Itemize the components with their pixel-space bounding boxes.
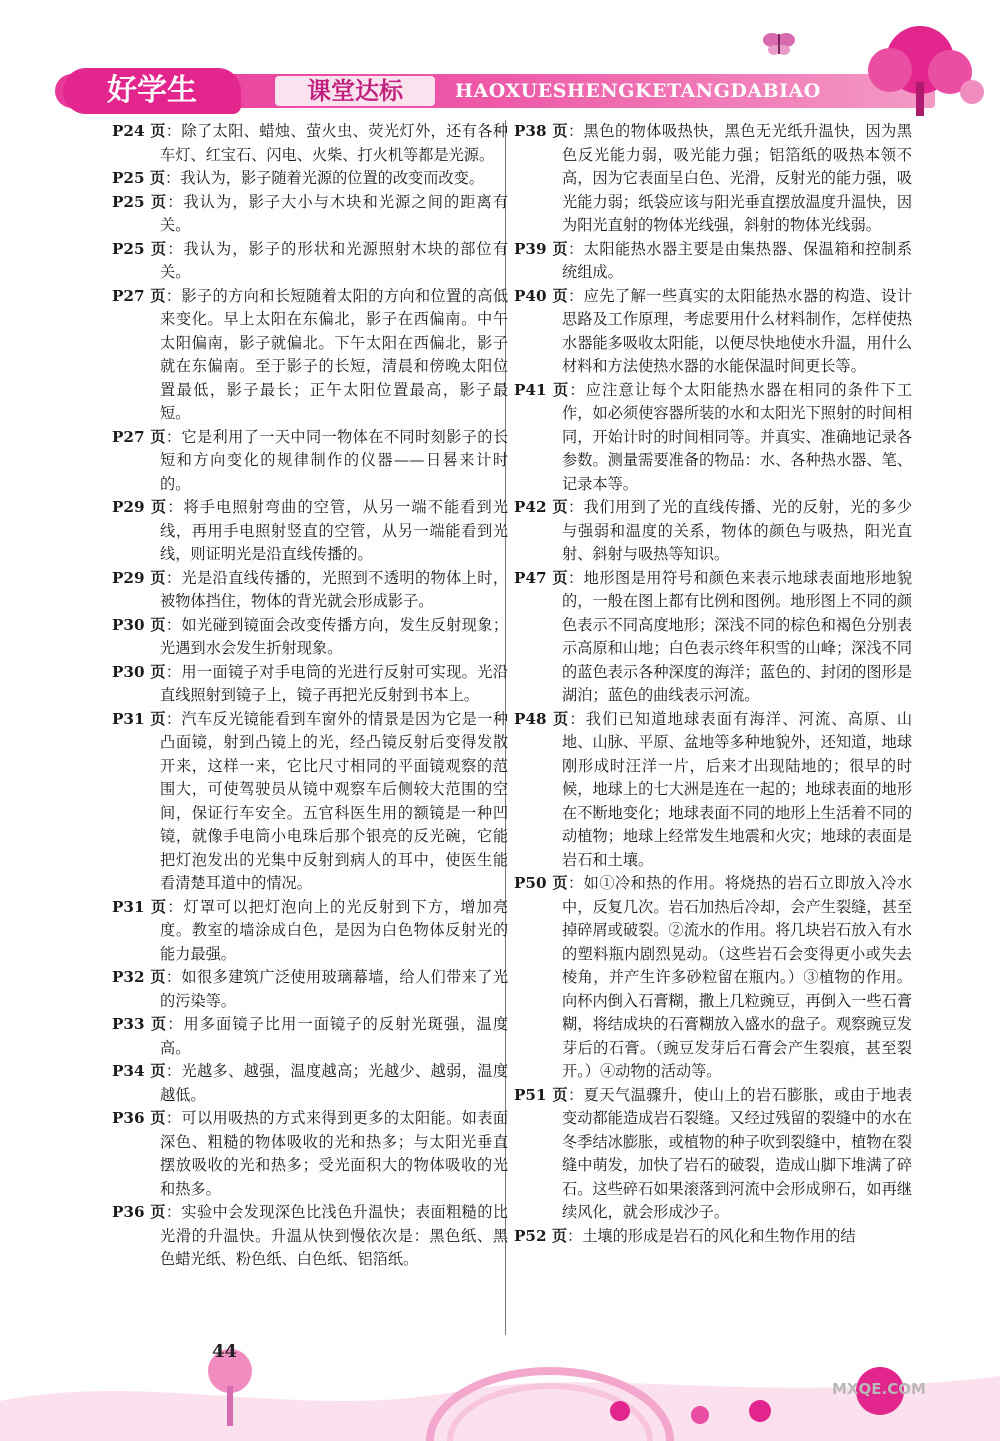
answer-entry — [514, 1225, 912, 1249]
answer-entry — [112, 167, 508, 191]
entry-page-ref: P29 页 — [112, 498, 168, 516]
entry-separator: ： — [167, 239, 184, 258]
entry-page-ref: P50 页 — [514, 874, 568, 892]
entry-page-ref: P34 页 — [112, 1062, 166, 1080]
answer-entry — [514, 567, 912, 708]
entry-page-ref: P30 页 — [112, 662, 166, 681]
entry-text: 它是利用了一天中同一物体在不同时刻影子的长短和方向变化的规律制作的仪器——日晷来计时的。 — [160, 427, 509, 493]
entry-page-ref: P41 页 — [514, 380, 570, 399]
entry-text: 应注意让每个太阳能热水器在相同的条件下工作，如必须使容器所装的水和太阳光下照射的时间相同，开始计时的时间相同等。并真实、准确地记录各参数。测量需要准备的物品：水、各种热水器、笔、记录本等。 — [562, 380, 913, 493]
entry-separator: ： — [569, 380, 586, 399]
answer-entry — [514, 496, 912, 567]
answer-entry — [112, 191, 508, 238]
answer-entry — [514, 1084, 912, 1225]
answer-entry — [112, 285, 508, 426]
entry-separator: ： — [165, 1109, 182, 1127]
page-header — [55, 68, 960, 114]
entry-page-ref: P40 页 — [514, 286, 568, 305]
entry-separator: ： — [165, 968, 182, 986]
entry-text: 实验中会发现深色比浅色升温快；表面粗糙的比光滑的升温快。升温从快到慢依次是：黑色纸、黑色蜡光纸、粉色纸、白色纸、铝箔纸。 — [160, 1203, 509, 1268]
entry-separator: ： — [567, 498, 584, 516]
answer-entry — [112, 120, 508, 167]
entry-text: 我认为，影子的形状和光源照射木块的部位有关。 — [160, 239, 509, 281]
entry-separator: ： — [567, 874, 584, 892]
answer-entry — [112, 896, 508, 967]
entry-text: 夏天气温骤升，使山上的岩石膨胀，或由于地表变动都能造成岩石裂缝。又经过残留的裂缝中的水在冬季结冰膨胀，或植物的种子吹到裂缝中，植物在裂缝中萌发，加快了岩石的破裂，造成山脚下堆满了碎石。这些碎石如果滚落到河流中会形成卵石，如再继续风化，就会形成沙子。 — [562, 1085, 913, 1221]
entry-text: 灯罩可以把灯泡向上的光反射到下方，增加亮度。教室的墙涂成白色，是因为白色物体反射光的能力最强。 — [160, 897, 509, 963]
entry-page-ref: P39 页 — [514, 239, 568, 258]
answer-entry — [112, 661, 508, 708]
entry-separator: ： — [165, 662, 182, 681]
entry-separator: ： — [567, 568, 584, 587]
brand-pinyin: HAOXUESHENGKETANGDABIAO — [455, 80, 821, 102]
entry-page-ref: P42 页 — [514, 498, 568, 516]
entry-page-ref: P25 页 — [112, 192, 168, 211]
entry-text: 我认为，影子大小与木块和光源之间的距离有关。 — [160, 192, 509, 234]
entry-page-ref: P29 页 — [112, 568, 166, 587]
entry-page-ref: P48 页 — [514, 709, 570, 728]
entry-separator: ： — [165, 1203, 182, 1221]
entry-page-ref: P38 页 — [514, 122, 568, 140]
entry-separator: ： — [167, 498, 184, 516]
entry-text: 如很多建筑广泛使用玻璃幕墙，给人们带来了光的污染等。 — [160, 968, 509, 1010]
entry-separator: ： — [567, 239, 584, 258]
entry-separator: ： — [567, 1085, 584, 1104]
entry-separator: ： — [165, 169, 181, 187]
entry-separator: ： — [567, 1226, 583, 1245]
tree-icon — [850, 20, 990, 120]
entry-page-ref: P51 页 — [514, 1085, 568, 1104]
butterfly-icon — [760, 28, 800, 58]
entry-separator: ： — [165, 709, 182, 728]
right-column — [514, 120, 912, 1248]
entry-text: 影子的方向和长短随着太阳的方向和位置的高低来变化。早上太阳在东偏北，影子在西偏南。中午太阳偏南，影子就偏北。下午太阳在西偏北，影子就在东偏南。至于影子的长短，清晨和傍晚太阳位置最低，影子最长；正午太阳位置最高，影子最短。 — [160, 286, 509, 422]
entry-page-ref: P32 页 — [112, 968, 166, 986]
entry-page-ref: P31 页 — [112, 709, 166, 728]
entry-separator: ： — [165, 615, 182, 634]
entry-separator: ： — [167, 1015, 184, 1033]
entry-text: 黑色的物体吸热快，黑色无光纸升温快，因为黑色反光能力弱，吸光能力强；铝箔纸的吸热本领不高，因为它表面呈白色、光滑，反射光的能力强，吸光能力弱；纸袋应该与阳光垂直摆放温度升温快，因为阳光直射的物体光线强，斜射的物体光线弱。 — [562, 122, 913, 234]
answer-entry — [112, 1107, 508, 1201]
left-column — [112, 120, 508, 1272]
entry-page-ref: P47 页 — [514, 568, 568, 587]
answer-entry — [112, 708, 508, 896]
entry-text: 光越多、越强，温度越高；光越少、越弱，温度越低。 — [160, 1062, 509, 1104]
entry-text: 如①冷和热的作用。将烧热的岩石立即放入冷水中，反复几次。岩石加热后冷却，会产生裂缝，甚至掉碎屑或破裂。②流水的作用。将几块岩石放入有水的塑料瓶内剧烈晃动。（这些岩石会变得更小或失去棱角，并产生许多砂粒留在瓶内。）③植物的作用。向杯内倒入石膏糊，撒上几粒豌豆，再倒入一些石膏糊，将结成块的石膏糊放入盛水的盘子。观察豌豆发芽后的石膏。（豌豆发芽后石膏会产生裂痕，甚至裂开。）④动物的活动等。 — [562, 874, 913, 1080]
entry-page-ref: P33 页 — [112, 1015, 168, 1033]
entry-separator: ： — [165, 568, 182, 587]
entry-text: 用多面镜子比用一面镜子的反射光斑强，温度高。 — [160, 1015, 509, 1057]
entry-text: 太阳能热水器主要是由集热器、保温箱和控制系统组成。 — [562, 239, 913, 281]
page-number: 44 — [212, 1341, 238, 1362]
answer-entry — [112, 238, 508, 285]
answer-entry — [514, 872, 912, 1084]
watermark-text: MXQE.COM — [832, 1380, 926, 1398]
answer-entry — [112, 1201, 508, 1272]
entry-separator: ： — [567, 286, 584, 305]
entry-separator: ： — [165, 122, 182, 140]
entry-text: 如光碰到镜面会改变传播方向，发生反射现象；光遇到水会发生折射现象。 — [160, 615, 509, 657]
entry-separator: ： — [167, 897, 184, 916]
answer-entry — [514, 285, 912, 379]
answer-entry — [514, 708, 912, 873]
entry-page-ref: P36 页 — [112, 1109, 166, 1127]
brand-title: 好学生 — [63, 68, 241, 114]
entry-text: 将手电照射弯曲的空管，从另一端不能看到光线，再用手电照射竖直的空管，从另一端能看到光线，则证明光是沿直线传播的。 — [160, 498, 509, 563]
answer-entry — [112, 496, 508, 567]
entry-page-ref: P36 页 — [112, 1203, 166, 1221]
entry-page-ref: P31 页 — [112, 897, 168, 916]
entry-text: 我们已知道地球表面有海洋、河流、高原、山地、山脉、平原、盆地等多种地貌外，还知道，地球刚形成时汪洋一片，后来才出现陆地的；很早的时候，地球上的七大洲是连在一起的；地球表面的地形在不断地变化；地球表面不同的地形上生活着不同的动植物；地球上经常发生地震和火灾；地球的表面是岩石和土壤。 — [562, 709, 913, 869]
answer-entry — [112, 966, 508, 1013]
entry-page-ref: P27 页 — [112, 286, 166, 305]
answer-entry — [112, 426, 508, 497]
entry-page-ref: P24 页 — [112, 122, 166, 140]
entry-text: 我认为，影子随着光源的位置的改变而改变。 — [180, 169, 484, 187]
entry-text: 地形图是用符号和颜色来表示地球表面地形地貌的，一般在图上都有比例和图例。地形图上不同的颜色表示不同高度地形；深浅不同的棕色和褐色分别表示高原和山地；白色表示终年积雪的山峰；深浅不同的蓝色表示各种深度的海洋；蓝色的、封闭的图形是湖泊；蓝色的曲线表示河流。 — [562, 568, 913, 704]
answer-entry — [112, 1013, 508, 1060]
entry-page-ref: P30 页 — [112, 615, 166, 634]
answer-entry — [514, 120, 912, 238]
answer-entry — [112, 614, 508, 661]
answer-entry — [514, 379, 912, 497]
entry-text: 应先了解一些真实的太阳能热水器的构造、设计思路及工作原理，考虑要用什么材料制作，怎样使热水器能多吸收太阳能，以便尽快地使水升温，用什么材料和方法使热水器的水能保温时间更长等。 — [562, 286, 913, 375]
entry-separator: ： — [569, 709, 586, 728]
entry-page-ref: P25 页 — [112, 169, 166, 187]
answer-entry — [112, 567, 508, 614]
brand-subtitle: 课堂达标 — [275, 76, 435, 106]
entry-separator: ： — [165, 286, 182, 305]
entry-page-ref: P27 页 — [112, 427, 166, 446]
entry-separator: ： — [165, 427, 182, 446]
entry-text: 可以用吸热的方式来得到更多的太阳能。如表面深色、粗糙的物体吸收的光和热多；与太阳光垂直摆放吸收的光和热多；受光面积大的物体吸收的光和热多。 — [160, 1109, 509, 1198]
entry-separator: ： — [167, 192, 184, 211]
entry-text: 光是沿直线传播的，光照到不透明的物体上时，被物体挡住，物体的背光就会形成影子。 — [160, 568, 509, 610]
answer-entry — [514, 238, 912, 285]
answer-entry — [112, 1060, 508, 1107]
entry-text: 我们用到了光的直线传播、光的反射，光的多少与强弱和温度的关系，物体的颜色与吸热，阳光直射、斜射与吸热等知识。 — [562, 498, 913, 563]
entry-text: 土壤的形成是岩石的风化和生物作用的结 — [582, 1226, 856, 1245]
entry-text: 汽车反光镜能看到车窗外的情景是因为它是一种凸面镜，射到凸镜上的光，经凸镜反射后变得发散开来，这样一来，它比尺寸相同的平面镜观察的范围大，可使驾驶员从镜中观察车后侧较大范围的空间，保证行车安全。五官科医生用的额镜是一种凹镜，就像手电筒小电珠后那个银亮的反光碗，它能把灯泡发出的光集中反射到病人的耳中，使医生能看清楚耳道中的情况。 — [160, 709, 509, 892]
entry-separator: ： — [567, 122, 584, 140]
entry-text: 除了太阳、蜡烛、萤火虫、荧光灯外，还有各种车灯、红宝石、闪电、火柴、打火机等都是光源。 — [160, 122, 509, 164]
entry-separator: ： — [165, 1062, 182, 1080]
entry-text: 用一面镜子对手电筒的光进行反射可实现。光沿直线照射到镜子上，镜子再把光反射到书本上。 — [160, 662, 509, 704]
entry-page-ref: P25 页 — [112, 239, 168, 258]
entry-page-ref: P52 页 — [514, 1226, 568, 1245]
